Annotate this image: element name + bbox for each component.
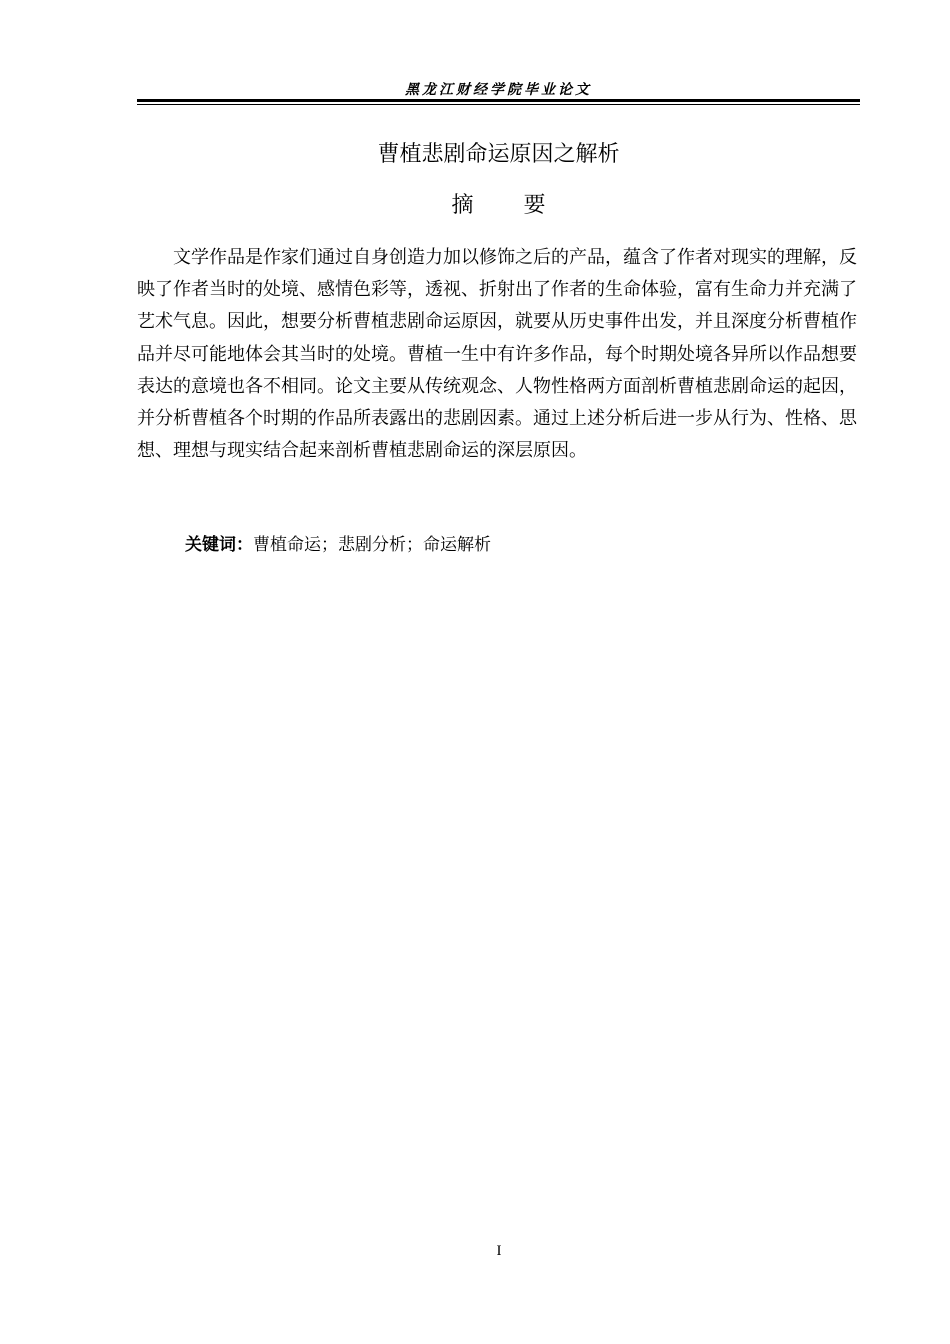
abstract-heading: 摘要 — [451, 193, 596, 218]
keywords-value: 曹植命运；悲剧分析；命运解析 — [253, 535, 491, 555]
header-rule-thick — [137, 99, 860, 102]
thesis-title: 曹植悲剧命运原因之解析 — [377, 142, 620, 167]
abstract-paragraph: 文学作品是作家们通过自身创造力加以修饰之后的产品，蕴含了作者对现实的理解，反映了作者当时的处境、感情色彩等，透视、折射出了作者的生命体验，富有生命力并充满了艺术气息。因此，想要分析曹植悲剧命运原因，就要从历史事件出发，并且深度分析曹植作品并尽可能地体会其当时的处境。曹植一生中有许多作品，每个时期处境各异所以作品想要表达的意境也各不相同。论文主要从传统观念、人物性格两方面剖析曹植悲剧命运的起因，并分析曹植各个时期的作品所表露出的悲剧因素。通过上述分析后进一步从行为、性格、思想、理想与现实结合起来剖析曹植悲剧命运的深层原因。 — [137, 247, 857, 462]
page-number: I — [496, 1243, 502, 1259]
keywords-label: 关键词： — [185, 535, 253, 555]
running-header: 黑龙江财经学院毕业论文 — [405, 82, 592, 98]
header-rule-thin — [137, 104, 860, 105]
keywords-line — [185, 532, 491, 558]
